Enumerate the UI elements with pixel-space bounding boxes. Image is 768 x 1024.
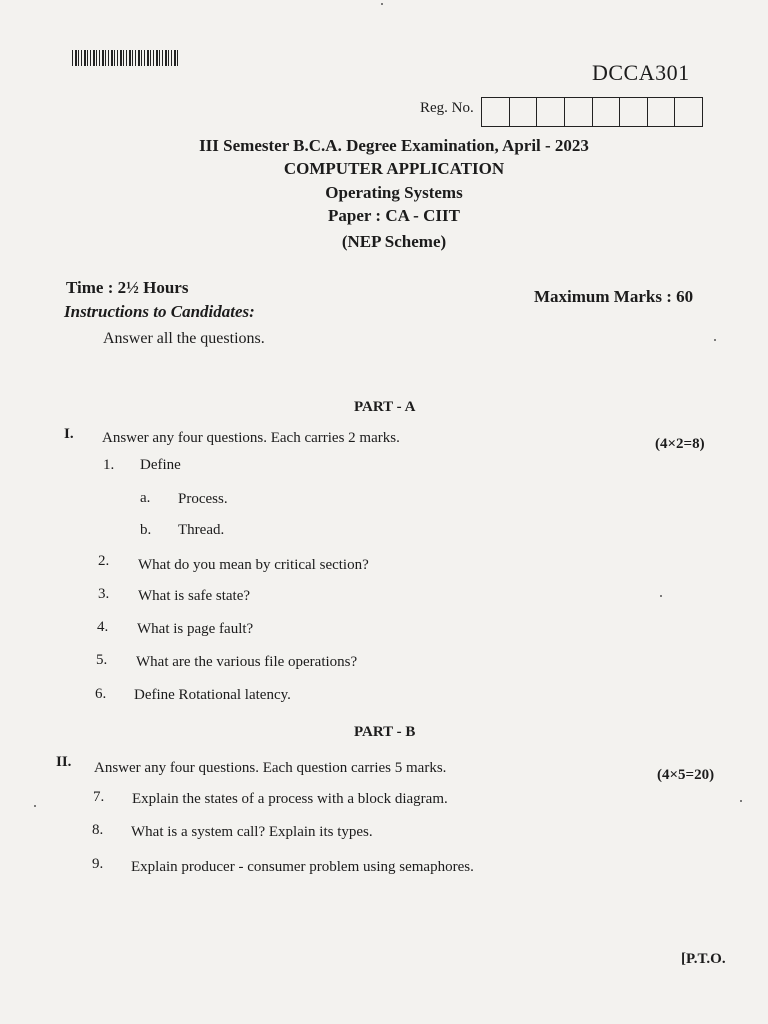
question-text: What is page fault? (137, 621, 254, 637)
part-b-instruction: Answer any four questions. Each question carries 5 marks. (94, 760, 447, 776)
question-number: 8. (92, 822, 104, 838)
max-marks: Maximum Marks : 60 (534, 287, 694, 306)
scan-speck (381, 3, 383, 5)
part-b-marks: (4×5=20) (657, 767, 715, 783)
reg-box (648, 98, 676, 126)
part-b-roman: II. (56, 754, 72, 770)
part-a-title: PART - A (354, 399, 416, 415)
question-number: 6. (95, 686, 107, 702)
question-text: What do you mean by critical section? (138, 557, 369, 573)
part-a-roman: I. (64, 426, 74, 442)
subject-title: COMPUTER APPLICATION (283, 159, 505, 178)
part-b-title: PART - B (354, 724, 416, 740)
paper-name: Operating Systems (325, 183, 463, 202)
instructions-text: Answer all the questions. (103, 330, 265, 347)
question-text: Define Rotational latency. (134, 687, 291, 703)
exam-title: III Semester B.C.A. Degree Examination, April - 2023 (199, 136, 589, 155)
question-text: Define (140, 457, 181, 473)
reg-box (675, 98, 702, 126)
reg-no-boxes (481, 97, 703, 127)
part-a-instruction: Answer any four questions. Each carries 2 marks. (102, 430, 400, 446)
reg-no-label: Reg. No. (420, 100, 474, 116)
reg-box (565, 98, 593, 126)
question-text: What are the various file operations? (136, 654, 358, 670)
scan-speck (740, 800, 742, 802)
question-text: Explain producer - consumer problem using semaphores. (131, 859, 474, 875)
question-number: 3. (98, 586, 110, 602)
reg-box (537, 98, 565, 126)
reg-box (593, 98, 621, 126)
sub-question-text: Process. (178, 491, 228, 507)
instructions-title: Instructions to Candidates: (64, 302, 255, 321)
barcode (72, 50, 178, 66)
reg-box (620, 98, 648, 126)
sub-question-number: a. (140, 490, 151, 506)
sub-question-text: Thread. (178, 522, 225, 538)
course-code: DCCA301 (592, 60, 690, 85)
sub-question-number: b. (140, 522, 152, 538)
scan-speck (34, 805, 36, 807)
scan-speck (714, 339, 716, 341)
pto: [P.T.O. (681, 951, 726, 967)
question-text: What is a system call? Explain its types. (131, 824, 373, 840)
question-number: 4. (97, 619, 109, 635)
question-number: 1. (103, 457, 115, 473)
scheme: (NEP Scheme) (341, 232, 447, 251)
paper-code: Paper : CA - CIIT (328, 206, 460, 225)
question-number: 5. (96, 652, 108, 668)
question-text: Explain the states of a process with a block diagram. (132, 791, 448, 807)
part-a-marks: (4×2=8) (655, 436, 705, 452)
reg-box (510, 98, 538, 126)
time-allowed: Time : 2½ Hours (66, 278, 189, 297)
question-number: 9. (92, 856, 104, 872)
question-number: 2. (98, 553, 110, 569)
question-number: 7. (93, 789, 105, 805)
reg-box (482, 98, 510, 126)
question-text: What is safe state? (138, 588, 251, 604)
scan-speck (660, 595, 662, 597)
